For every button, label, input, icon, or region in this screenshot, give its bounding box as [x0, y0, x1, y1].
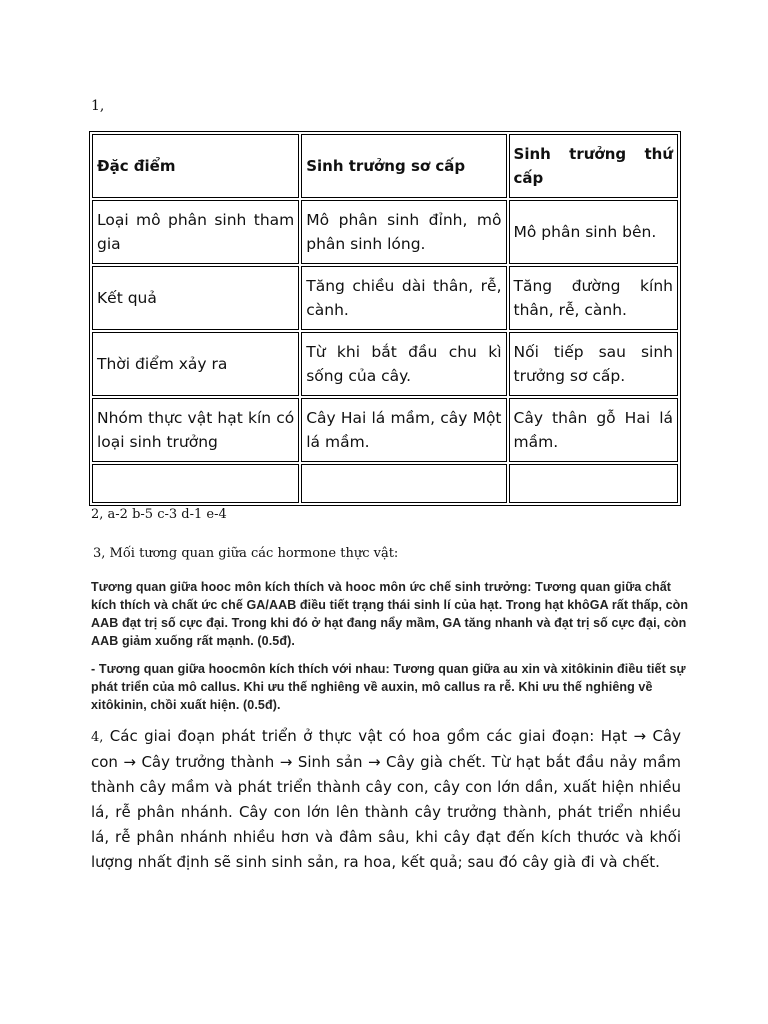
table-cell: Tăng chiều dài thân, rễ, cành. — [301, 266, 506, 330]
question-3-paragraph-2: - Tương quan giữa hoocmôn kích thích với nhau: Tương quan giữa au xin và xitôkinin điều tiết sự phát triển của mô callus. Khi ưu thế nghiêng về auxin, mô callus ra rễ. Khi ưu thế nghiêng về xitôkinin, chồi xuất hiện. (0.5đ). — [91, 662, 686, 712]
question-4-number: 4, — [91, 730, 104, 745]
table-cell: Thời điểm xảy ra — [92, 332, 299, 396]
table-cell: Mô phân sinh bên. — [509, 200, 678, 264]
table-row — [92, 266, 678, 330]
table-row — [92, 398, 678, 462]
table-cell: Kết quả — [92, 266, 299, 330]
question-2-answer: 2, a-2 b-5 c-3 d-1 e-4 — [91, 507, 227, 522]
table-cell: Tăng đường kính thân, rễ, cành. — [509, 266, 678, 330]
table-cell: Mô phân sinh đỉnh, mô phân sinh lóng. — [301, 200, 506, 264]
table-cell: Từ khi bắt đầu chu kì sống của cây. — [301, 332, 506, 396]
table-cell — [92, 464, 299, 503]
table-cell: Loại mô phân sinh tham gia — [92, 200, 299, 264]
comparison-table — [89, 131, 681, 506]
table-cell — [509, 464, 678, 503]
question-3-paragraph-1: Tương quan giữa hooc môn kích thích và hooc môn ức chế sinh trưởng: Tương quan giữa chất kích thích và chất ức chế GA/AAB điều tiết trạng thái sinh lí của hạt. Trong hạt khôGA rất thấp, còn AAB đạt trị số cực đại. Trong khi đó ở hạt đang nẩy mầm, GA tăng nhanh và đạt trị số cực đại, còn AAB giảm xuống rất mạnh. (0.5đ). — [91, 580, 689, 648]
table-row — [92, 332, 678, 396]
table-cell: Cây Hai lá mầm, cây Một lá mầm. — [301, 398, 506, 462]
question-4-text: Các giai đoạn phát triển ở thực vật có hoa gồm các giai đoạn: Hạt → Cây con → Cây trưởng thành → Sinh sản → Cây già chết. Từ hạt bắt đầu nảy mầm thành cây mầm và phát triển thành cây con, cây con lớn dần, xuất hiện nhiều lá, rễ phân nhánh. Cây con lớn lên thành cây trưởng thành, phát triển nhiều lá, rễ phân nhánh nhiều hơn và đâm sâu, khi cây đạt đến kích thước và khối lượng nhất định sẽ sinh sinh sản, ra hoa, kết quả; sau đó cây già đi và chết. — [91, 727, 681, 871]
table-cell: Nối tiếp sau sinh trưởng sơ cấp. — [509, 332, 678, 396]
table-cell: Nhóm thực vật hạt kín có loại sinh trưởng — [92, 398, 299, 462]
question-4-answer — [91, 724, 681, 875]
question-3-title: 3, Mối tương quan giữa các hormone thực vật: — [93, 546, 399, 561]
table-cell — [301, 464, 506, 503]
table-row-empty — [92, 464, 678, 503]
header-cell: Sinh trưởng thứ cấp — [509, 134, 678, 198]
header-cell: Sinh trưởng sơ cấp — [301, 134, 506, 198]
table-header-row — [92, 134, 678, 198]
table-cell: Cây thân gỗ Hai lá mầm. — [509, 398, 678, 462]
header-cell: Đặc điểm — [92, 134, 299, 198]
table-row — [92, 200, 678, 264]
question-1-number: 1, — [91, 98, 105, 114]
